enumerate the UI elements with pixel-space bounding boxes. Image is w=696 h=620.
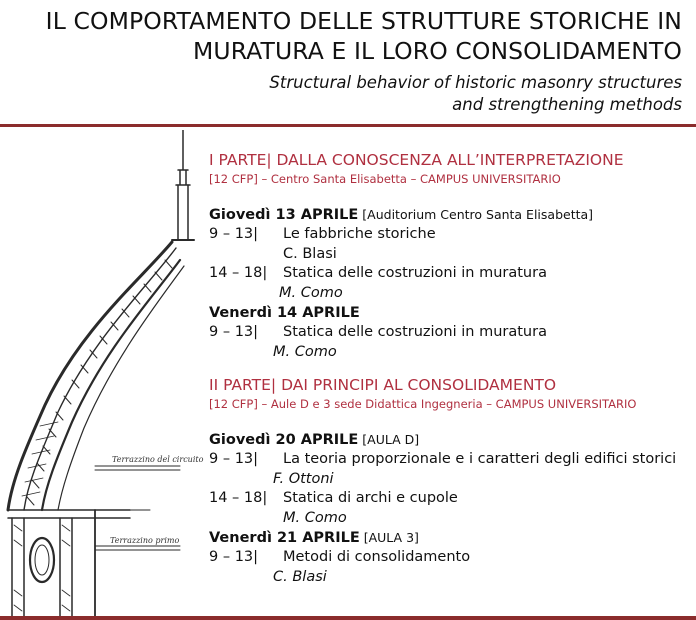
day-label: Venerdì 14 APRILE <box>209 305 360 321</box>
session-row <box>209 323 689 342</box>
footer-divider <box>0 616 696 620</box>
day-label: Giovedì 13 APRILE <box>209 207 359 223</box>
day-label: Venerdì 21 APRILE <box>209 530 360 546</box>
session-row <box>209 548 689 567</box>
day-room: [AULA D] <box>358 432 420 447</box>
subtitle-line-1: Structural behavior of historic masonry structures <box>269 73 682 92</box>
part-1-subtitle: [12 CFP] – Centro Santa Elisabetta – CAMPUS UNIVERSITARIO <box>209 172 561 186</box>
title-line-1: IL COMPORTAMENTO DELLE STRUTTURE STORICHE IN <box>45 7 682 35</box>
session-row <box>209 489 689 508</box>
session-topic: Statica delle costruzioni in muratura <box>283 324 547 340</box>
part-2-title: II PARTE| DAI PRINCIPI AL CONSOLIDAMENTO <box>209 376 557 394</box>
session-topic: Metodi di consolidamento <box>283 549 471 565</box>
day-header <box>209 430 689 450</box>
program-schedule <box>209 150 689 587</box>
session-time: 14 – 18| <box>209 490 268 506</box>
part-1-title: I PARTE| DALLA CONOSCENZA ALL’INTERPRETAZIONE <box>209 151 624 169</box>
session-row <box>209 225 689 244</box>
session-time: 9 – 13| <box>209 549 259 565</box>
session-time: 9 – 13| <box>209 324 259 340</box>
day-header <box>209 303 689 323</box>
session-topic: Statica delle costruzioni in muratura <box>283 265 547 281</box>
session-time: 14 – 18| <box>209 265 268 281</box>
session-time: 9 – 13| <box>209 226 259 242</box>
day-room: [AULA 3] <box>359 530 419 545</box>
header-divider <box>0 124 696 127</box>
part-1 <box>209 150 689 187</box>
session-speaker: C. Blasi <box>283 246 337 262</box>
title-line-2: MURATURA E IL LORO CONSOLIDAMENTO <box>193 37 682 65</box>
part-2-subtitle: [12 CFP] – Aule D e 3 sede Didattica Ingegneria – CAMPUS UNIVERSITARIO <box>209 397 637 411</box>
session-speaker: M. Como <box>283 510 347 526</box>
subtitle-line-2: and strengthening methods <box>452 95 682 114</box>
session-speaker: M. Como <box>279 285 343 301</box>
day-header <box>209 528 689 548</box>
day-header <box>209 205 689 225</box>
session-speaker: C. Blasi <box>273 569 327 585</box>
session-time: 9 – 13| <box>209 451 259 467</box>
session-speaker: M. Como <box>273 344 337 360</box>
dome-section-drawing <box>0 130 210 616</box>
session-row <box>209 450 689 469</box>
drawing-annotation-1: Terrazzino del circuito <box>112 455 204 464</box>
session-speaker: F. Ottoni <box>273 471 334 487</box>
session-topic: Statica di archi e cupole <box>283 490 458 506</box>
day-room: [Auditorium Centro Santa Elisabetta] <box>358 207 594 222</box>
session-row <box>209 264 689 283</box>
session-topic: La teoria proporzionale e i caratteri degli edifici storici <box>283 451 677 467</box>
part-2 <box>209 375 689 412</box>
page-title <box>46 6 682 66</box>
page-subtitle <box>269 72 682 116</box>
day-label: Giovedì 20 APRILE <box>209 432 359 448</box>
drawing-annotation-2: Terrazzino primo <box>110 536 180 545</box>
session-topic: Le fabbriche storiche <box>283 226 436 242</box>
